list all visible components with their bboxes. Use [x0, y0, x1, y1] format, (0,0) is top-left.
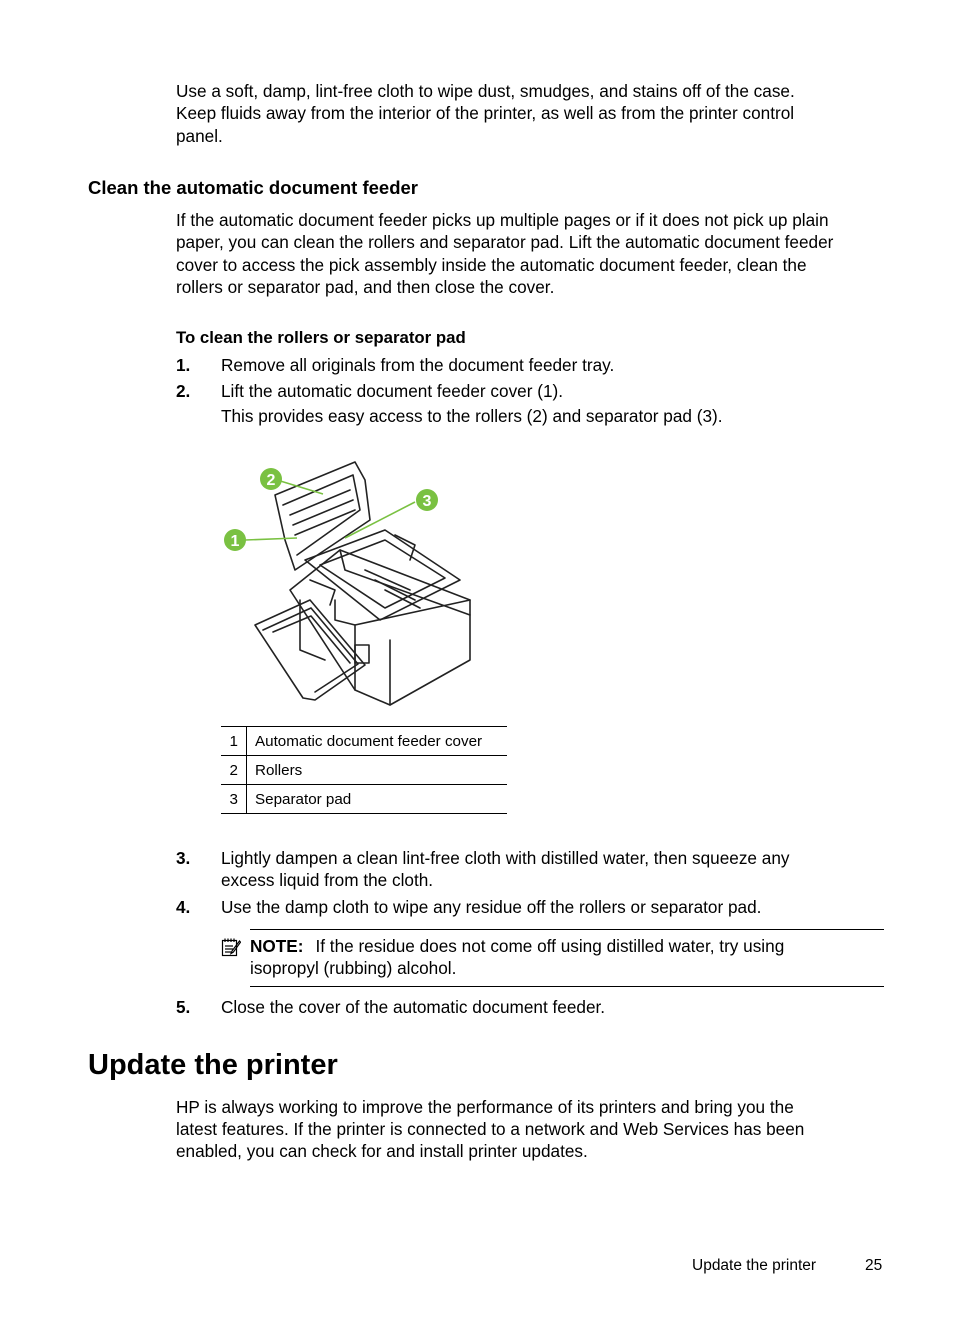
- update-body-line-1: HP is always working to improve the performance of its printers and bring you the: [176, 1097, 794, 1117]
- step-1-number: 1.: [176, 355, 191, 375]
- legend-label: Rollers: [247, 756, 508, 785]
- callout-1: [224, 529, 246, 551]
- legend-number: 2: [221, 756, 247, 785]
- step-5-number: 5.: [176, 997, 191, 1017]
- step-3-number: 3.: [176, 848, 191, 868]
- note-line-2: isopropyl (rubbing) alcohol.: [250, 958, 457, 979]
- adf-body-line-1: If the automatic document feeder picks up multiple pages or if it does not pick up plain: [176, 210, 829, 230]
- note-pad-icon: [221, 937, 241, 957]
- svg-text:1: 1: [230, 533, 240, 550]
- legend-number: 3: [221, 785, 247, 814]
- svg-text:3: 3: [422, 493, 432, 510]
- step-4-number: 4.: [176, 897, 191, 917]
- footer-section-title: Update the printer: [692, 1257, 817, 1274]
- intro-line-3: panel.: [176, 126, 223, 146]
- legend-row: [221, 756, 507, 785]
- callout-3: [416, 489, 438, 511]
- step-2-subtext: This provides easy access to the rollers (2) and separator pad (3).: [221, 406, 723, 426]
- update-body-line-3: enabled, you can check for and install printer updates.: [176, 1141, 588, 1161]
- adf-body-line-3: cover to access the pick assembly inside the automatic document feeder, clean the: [176, 255, 807, 275]
- step-3-text: Lightly dampen a clean lint-free cloth with distilled water, then squeeze any: [221, 848, 790, 868]
- svg-text:2: 2: [266, 472, 276, 489]
- printer-adf-illustration: [215, 450, 485, 710]
- step-2-number: 2.: [176, 381, 191, 401]
- step-4-text: Use the damp cloth to wipe any residue off the rollers or separator pad.: [221, 897, 762, 917]
- note-line-1: If the residue does not come off using distilled water, try using: [315, 936, 785, 956]
- intro-line-1: Use a soft, damp, lint-free cloth to wipe dust, smudges, and stains off of the case.: [176, 81, 795, 101]
- adf-body-line-2: paper, you can clean the rollers and separator pad. Lift the automatic document feeder: [176, 232, 834, 252]
- note-rule-bottom: [250, 986, 884, 987]
- procedure-heading: To clean the rollers or separator pad: [176, 328, 466, 347]
- note-box: [221, 929, 884, 987]
- step-3-subtext: excess liquid from the cloth.: [221, 870, 434, 890]
- section-heading-adf: Clean the automatic document feeder: [88, 177, 418, 198]
- note-rule-top: [250, 929, 884, 930]
- legend-label: Automatic document feeder cover: [247, 727, 508, 756]
- update-body-line-2: latest features. If the printer is connected to a network and Web Services has been: [176, 1119, 805, 1139]
- legend-number: 1: [221, 727, 247, 756]
- intro-line-2: Keep fluids away from the interior of the printer, as well as from the printer control: [176, 103, 795, 123]
- figure-legend-table: [221, 726, 507, 814]
- step-5-text: Close the cover of the automatic document feeder.: [221, 997, 606, 1017]
- callout-2: [260, 468, 282, 490]
- legend-label: Separator pad: [247, 785, 508, 814]
- legend-row: [221, 727, 507, 756]
- step-1-text: Remove all originals from the document feeder tray.: [221, 355, 615, 375]
- footer-page-number: 25: [865, 1257, 883, 1274]
- legend-row: [221, 785, 507, 814]
- adf-body-line-4: rollers or separator pad, and then close the cover.: [176, 277, 555, 297]
- note-label: NOTE:: [250, 936, 304, 956]
- note-text: [250, 935, 850, 980]
- section-heading-update: Update the printer: [88, 1049, 338, 1081]
- step-2-text: Lift the automatic document feeder cover (1).: [221, 381, 564, 401]
